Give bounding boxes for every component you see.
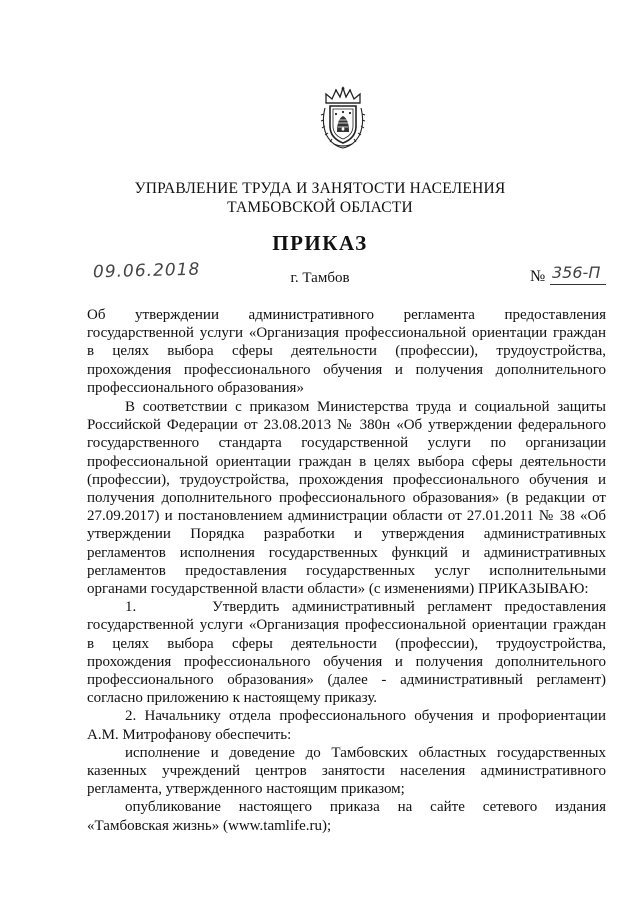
- document-title: ПРИКАЗ: [272, 231, 368, 255]
- clause-2-item-2: опубликование настоящего приказа на сайте сетевого издания «Тамбовская жизнь» (www.tamlife.ru);: [87, 799, 606, 834]
- organization-region: ТАМБОВСКОЙ ОБЛАСТИ: [227, 199, 413, 216]
- preamble-paragraph: В соответствии с приказом Министерства труда и социальной защиты Российской Федерации от 23.08.2013 № 380н «Об утверждении федерального государственного стандарта государственной услуги по организации профессиональной ориентации граждан в целях выбора сферы деятельности (профессии), трудоустройства, прохождения профессионального обучения и получения дополнительного профессионального образования» (в редакции от 27.09.2017) и постановлением администрации области от 27.01.2011 № 38 «Об утверждении Порядка разработки и утверждения административных регламентов исполнения государственных функций и административных регламентов предоставления государственных услуг исполнительными органами государственной власти области» (с изменениями) ПРИКАЗЫВАЮ:: [87, 399, 606, 598]
- tambov-coat-of-arms-icon: [319, 86, 367, 150]
- organization-name: УПРАВЛЕНИЕ ТРУДА И ЗАНЯТОСТИ НАСЕЛЕНИЯ: [134, 180, 506, 197]
- document-date: 09.06.2018: [92, 259, 201, 283]
- clause-2-paragraph: 2. Начальнику отдела профессионального обучения и профориентации А.М. Митрофанову обеспечить:: [87, 708, 606, 743]
- order-body: [87, 398, 606, 835]
- number-underline: [550, 284, 606, 285]
- order-subject: Об утверждении административного регламента предоставления государственной услуги «Организация профессиональной ориентации граждан в целях выбора сферы деятельности (профессии), трудоустройства, прохождения профессионального обучения и получения дополнительного профессионального образования»: [87, 307, 606, 396]
- clause-1-paragraph: 1. Утвердить административный регламент предоставления государственной услуги «Организация профессиональной ориентации граждан в целях выбора сферы деятельности (профессии), трудоустройства, прохождения профессионального обучения и получения дополнительного профессионального образования» (далее - административный регламент) согласно приложению к настоящему приказу.: [87, 599, 606, 707]
- document-number-label: №: [530, 268, 546, 285]
- clause-2-item-1: исполнение и доведение до Тамбовских областных государственных казенных учреждений центров занятости населения административного регламента, утвержденного настоящим приказом;: [87, 744, 606, 798]
- document-number: 356-П: [552, 263, 601, 282]
- document-city: г. Тамбов: [290, 270, 350, 286]
